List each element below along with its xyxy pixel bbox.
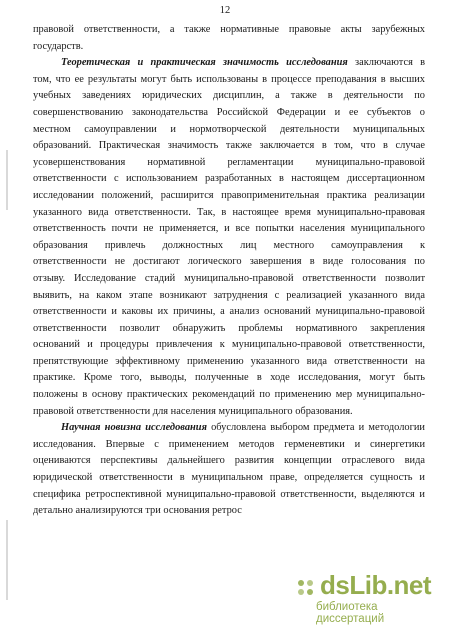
text-line bbox=[33, 288, 425, 305]
scan-artifact bbox=[6, 520, 8, 600]
scan-artifact bbox=[6, 150, 8, 210]
text-line bbox=[33, 55, 425, 72]
text-run: юридической ответственности в муниципальном праве, определяется сущность и bbox=[33, 472, 425, 484]
text-line bbox=[33, 321, 425, 338]
text-run: оснований и процедуры привлечения к муниципально-правовой ответственности, bbox=[33, 339, 425, 351]
text-run: положены в основу практических рекомендаций по применению мер муниципально- bbox=[33, 389, 425, 401]
dslib-watermark bbox=[296, 570, 446, 625]
text-line bbox=[33, 354, 425, 371]
text-line bbox=[33, 304, 425, 321]
text-line bbox=[33, 503, 425, 520]
text-run: ответственности не достигают логического завершения в виде голосования по bbox=[33, 256, 425, 268]
text-run: практике. Кроме того, выводы, полученные в ходе исследования, могут быть bbox=[33, 372, 425, 384]
text-run: исследовании положений, расширится правоприменительная практика реализации bbox=[33, 189, 425, 201]
text-run: ответственность почти не применяется, и все попытки населения муниципального bbox=[33, 223, 425, 235]
text-line bbox=[33, 39, 425, 56]
text-line bbox=[33, 221, 425, 238]
text-run: ответственности и каковы их причины, а анализ оснований муниципально-правовой bbox=[33, 306, 425, 318]
text-line bbox=[33, 238, 425, 255]
text-run: отзыву. Исследование стадий муниципально-правовой ответственности позволит bbox=[33, 272, 425, 284]
text-run: учебных заведениях юридических дисциплин, а также в деятельности по bbox=[33, 90, 425, 102]
text-line bbox=[33, 271, 425, 288]
text-run: обусловлена выбором предмета и методологии bbox=[206, 422, 425, 434]
text-run: оцениваются перспективы дальнейшего развития концепции отраслевого вида bbox=[33, 455, 425, 467]
text-line bbox=[33, 404, 425, 421]
text-run: образований. Практическая значимость также заключается в том, что в случае bbox=[33, 140, 425, 152]
text-line bbox=[33, 188, 425, 205]
text-run: правовой ответственности для населения муниципального образования. bbox=[33, 405, 353, 417]
text-run: местном самоуправлении и нормотворческой деятельности муниципальных bbox=[33, 123, 425, 135]
text-line bbox=[33, 105, 425, 122]
text-line bbox=[33, 254, 425, 271]
text-line bbox=[33, 487, 425, 504]
text-run: том, что ее результаты могут быть использованы в процессе преподавания в высших bbox=[33, 73, 425, 85]
text-line bbox=[33, 122, 425, 139]
dslib-logo-icon bbox=[296, 578, 316, 598]
text-line bbox=[33, 72, 425, 89]
text-run: препятствующие эффективному применению указанного вида ответственности на bbox=[33, 355, 425, 367]
text-line bbox=[33, 470, 425, 487]
text-line bbox=[33, 88, 425, 105]
page-number: 12 bbox=[219, 5, 231, 16]
emphasized-heading: Научная новизна исследования bbox=[61, 422, 207, 434]
text-line bbox=[33, 437, 425, 454]
text-line bbox=[33, 420, 425, 437]
emphasized-heading: Теоретическая и практическая значимость исследования bbox=[61, 57, 348, 69]
text-line bbox=[33, 155, 425, 172]
text-run: ответственности позволит обнаружить проблемы нормативного закрепления bbox=[33, 322, 425, 334]
text-run: ответственности с использованием разработанных в настоящем диссертационном bbox=[33, 173, 425, 185]
watermark-title: dsLib.net bbox=[320, 570, 432, 600]
text-line bbox=[33, 171, 425, 188]
text-run: правовой ответственности, а также нормативные правовые акты зарубежных bbox=[33, 24, 425, 35]
text-run: усовершенствования нормативной регламентации муниципально-правовой bbox=[33, 156, 425, 168]
text-line bbox=[33, 387, 425, 404]
text-run: государств. bbox=[33, 40, 84, 52]
text-run: заключаются в bbox=[347, 57, 425, 69]
text-run: совершенствованию законодательства Российской Федерации и ее субъектов о bbox=[33, 106, 425, 118]
text-line bbox=[33, 22, 425, 39]
body-text bbox=[33, 22, 425, 520]
watermark-subtitle: библиотека диссертаций bbox=[316, 601, 385, 625]
text-line bbox=[33, 370, 425, 387]
text-line bbox=[33, 205, 425, 222]
text-run: указанного вида ответственности. Так, в настоящее время муниципально-правовая bbox=[33, 206, 425, 218]
text-line bbox=[33, 337, 425, 354]
text-run: исследования. Впервые с применением методов герменевтики и синергетики bbox=[33, 438, 425, 450]
text-line bbox=[33, 138, 425, 155]
text-run: специфика ретроспективной муниципально-правовой ответственности, выделяются и bbox=[33, 488, 425, 500]
text-run: выявить, на каком этапе возникают затруднения с реализацией указанного вида bbox=[33, 289, 425, 301]
text-line bbox=[33, 453, 425, 470]
text-run: детально анализируются три основания ретрос bbox=[33, 505, 242, 517]
text-run: образования привлечь должностных лиц местного самоуправления к bbox=[33, 239, 425, 251]
